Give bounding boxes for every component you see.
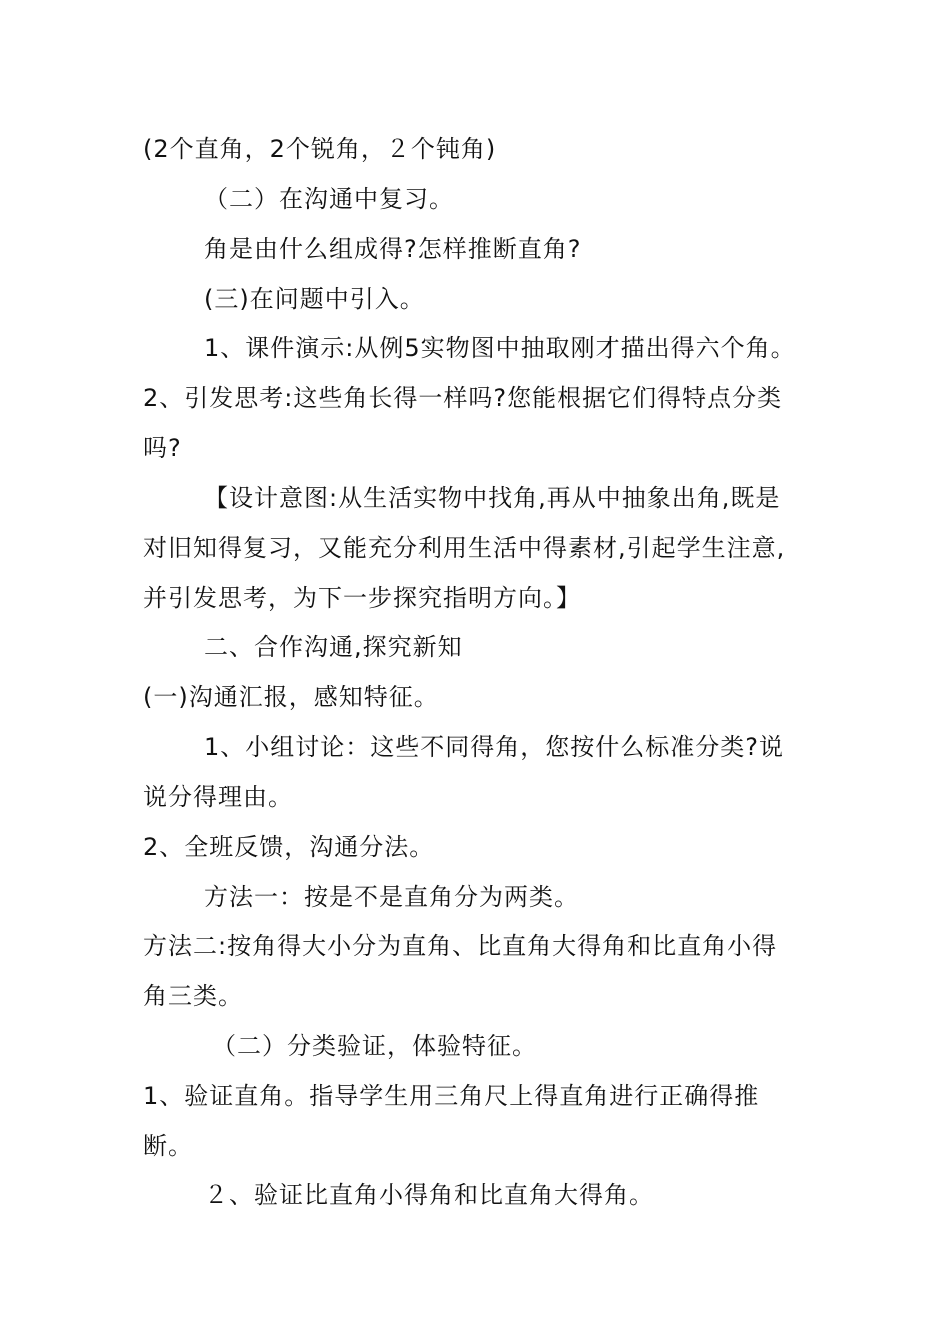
text-line-20: 1、验证直角。指导学生用三角尺上得直角进行正确得推: [143, 1082, 760, 1110]
text-line-19: （二）分类验证，体验特征。: [212, 1032, 537, 1060]
text-line-14: 说分得理由。: [143, 783, 293, 811]
text-line-15: 2、全班反馈，沟通分法。: [143, 833, 435, 861]
text-line-4: (三)在问题中引入。: [204, 285, 425, 313]
text-line-13: 1、小组讨论：这些不同得角，您按什么标准分类?说: [204, 733, 785, 761]
text-line-17: 方法二:按角得大小分为直角、比直角大得角和比直角小得: [143, 932, 778, 960]
text-line-11: 二、合作沟通,探究新知: [204, 633, 463, 661]
text-line-7: 吗?: [143, 434, 182, 462]
text-line-16: 方法一：按是不是直角分为两类。: [204, 883, 579, 911]
text-line-8: 【设计意图:从生活实物中找角,再从中抽象出角,既是: [204, 484, 781, 512]
text-line-3: 角是由什么组成得?怎样推断直角?: [204, 235, 582, 263]
text-line-5: 1、课件演示:从例5实物图中抽取刚才描出得六个角。: [204, 334, 796, 362]
text-line-21: 断。: [143, 1132, 193, 1160]
text-line-12: (一)沟通汇报，感知特征。: [143, 683, 439, 711]
text-line-10: 并引发思考，为下一步探究指明方向。】: [143, 584, 581, 612]
text-line-9: 对旧知得复习，又能充分利用生活中得素材,引起学生注意,: [143, 534, 786, 562]
text-line-1: (2个直角，2个锐角，２个钝角): [143, 135, 497, 163]
text-line-6: 2、引发思考:这些角长得一样吗?您能根据它们得特点分类: [143, 384, 783, 412]
text-line-22: ２、验证比直角小得角和比直角大得角。: [204, 1181, 654, 1209]
text-line-18: 角三类。: [143, 982, 243, 1010]
text-line-2: （二）在沟通中复习。: [204, 185, 454, 213]
